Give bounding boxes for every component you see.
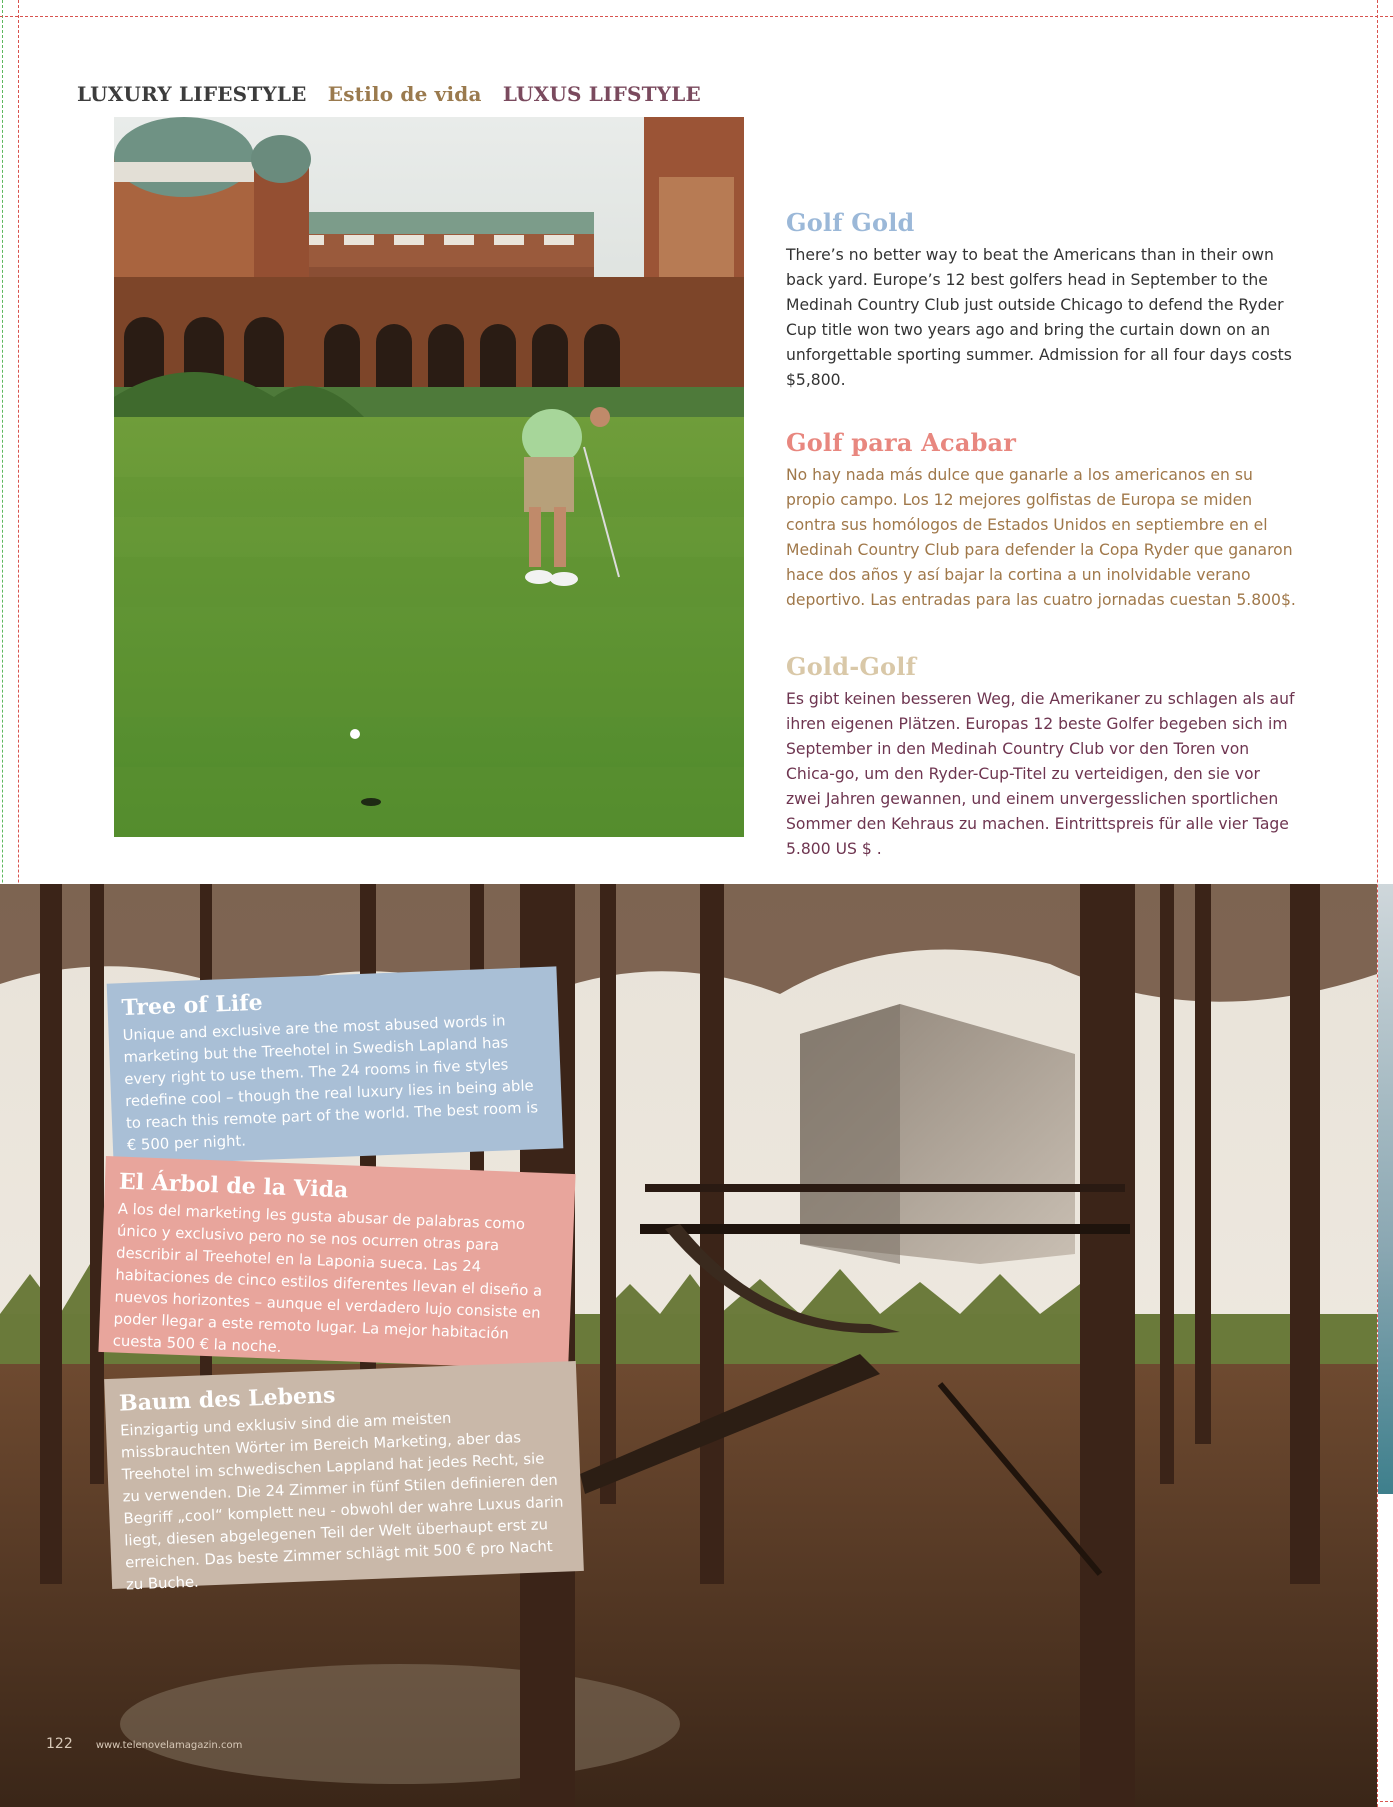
tree-title-spanish: El Árbol de la Vida <box>118 1168 349 1204</box>
golf-body-german: Es gibt keinen besseren Weg, die Amerikaner zu schlagen als auf ihren eigenen Plätzen. Europas 12 beste Golfer begeben sich im September in den Medinah Country Club vor den Toren von Chica-go, um den Ryder-Cup-Titel zu verteidigen, den sie vor zwei Jahren gewannen, und einem unvergesslichen sportlichen Sommer den Kehraus zu machen. Eintrittspreis für alle vier Tage 5.800 US $ . <box>786 690 1295 858</box>
tree-box-spanish <box>98 1156 575 1370</box>
golf-title-spanish: Golf para Acabar <box>786 428 1017 457</box>
header-english: LUXURY LIFESTYLE <box>77 82 307 106</box>
golf-article-german <box>786 652 1296 862</box>
golf-title-german: Gold-Golf <box>786 652 917 681</box>
tree-body-german: Einzigartig und exklusiv sind die am meisten missbrauchten Wörter im Bereich Marketing, aber das Treehotel im schwedischen Lappland hat jedes Recht, sie zu verwenden. Die 24 Zimmer in fünf Stilen definieren den Begriff „cool“ komplett neu - obwohl der wahre Luxus darin liegt, diesen abgelegenen Teil der Welt überhaupt erst zu erreichen. Das beste Zimmer schlägt mit 500 € pro Nacht zu Buche. <box>119 1409 564 1594</box>
header-spanish: Estilo de vida <box>327 82 482 106</box>
tree-body-spanish: A los del marketing les gusta abusar de palabras como único y exclusivo pero no se nos ocurren otras para describir al Treehotel en la Laponia sueca. Las 24 habitaciones de cinco estilos diferentes llevan el diseño a nuevos horizontes – aunque el verdadero lujo consiste en poder llegar a este remoto lugar. La mejor habitación cuesta 500 € la noche. <box>112 1200 543 1356</box>
tree-body-english: Unique and exclusive are the most abused words in marketing but the Treehotel in Swedish Lapland has every right to use them. The 24 rooms in five styles redefine cool – though the real luxury lies in being able to reach this remote part of the world. The best room is € 500 per night. <box>122 1012 539 1155</box>
golf-article-spanish <box>786 428 1296 613</box>
header-german: LUXUS LIFSTYLE <box>502 82 701 106</box>
tree-box-english <box>107 966 564 1165</box>
page-footer <box>46 1733 242 1752</box>
golf-course-photo <box>114 117 744 837</box>
crop-guide-top <box>0 16 1393 17</box>
adjacent-page-edge <box>1378 884 1393 1494</box>
section-header <box>77 82 715 106</box>
tree-title-english: Tree of Life <box>121 989 264 1022</box>
tree-title-german: Baum des Lebens <box>118 1382 336 1417</box>
page-number: 122 <box>46 1736 73 1752</box>
golf-body-spanish: No hay nada más dulce que ganarle a los americanos en su propio campo. Los 12 mejores golfistas de Europa se miden contra sus homólogos de Estados Unidos en septiembre en el Medinah Country Club para defender la Copa Ryder que ganaron hace dos años y así bajar la cortina a un inolvidable verano deportivo. Las entradas para las cuatro jornadas cuestan 5.800$. <box>786 466 1296 609</box>
footer-url: www.telenovelamagazin.com <box>95 1740 243 1751</box>
golf-body-english: There’s no better way to beat the Americans than in their own back yard. Europe’s 12 best golfers head in September to the Medinah Country Club just outside Chicago to defend the Ryder Cup title won two years ago and bring the curtain down on an unforgettable sporting summer. Admission for all four days costs $5,800. <box>786 246 1292 389</box>
golf-article-english <box>786 208 1296 393</box>
tree-box-german <box>104 1361 584 1594</box>
golf-title-english: Golf Gold <box>786 208 915 237</box>
